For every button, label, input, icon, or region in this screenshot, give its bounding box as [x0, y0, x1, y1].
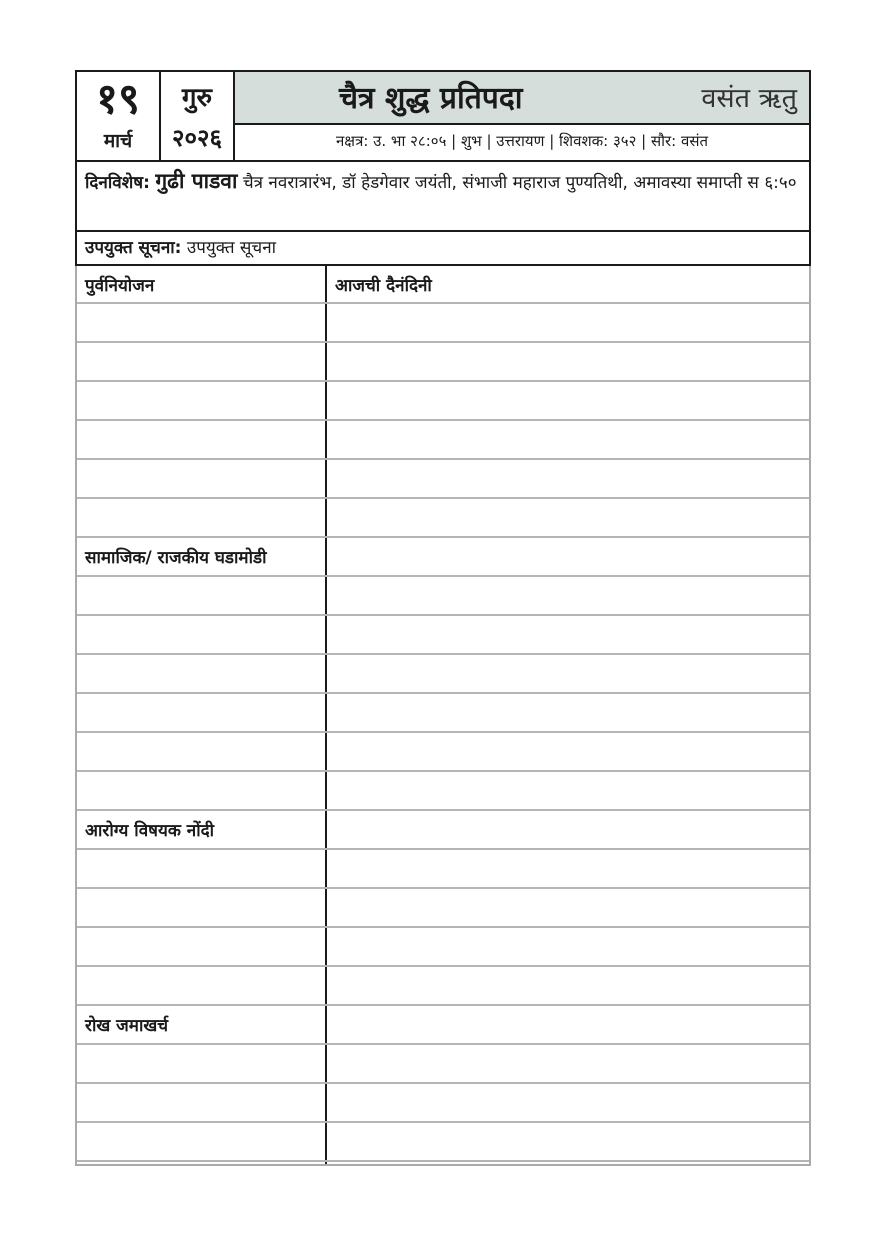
entry-row — [77, 382, 809, 421]
date-cell — [77, 72, 161, 160]
planning-cell[interactable] — [77, 967, 325, 1004]
year: २०२६ — [172, 124, 222, 152]
entry-row — [77, 850, 809, 889]
entry-row — [77, 1084, 809, 1123]
planning-cell[interactable] — [77, 1045, 325, 1082]
diary-cell[interactable] — [327, 1006, 809, 1043]
diary-cell[interactable] — [327, 928, 809, 965]
diary-cell[interactable] — [327, 382, 809, 419]
entry-row — [77, 304, 809, 343]
diary-cell[interactable] — [327, 616, 809, 653]
season-label: वसंत ऋतु — [701, 83, 797, 114]
diary-cell[interactable] — [327, 655, 809, 692]
weekday-cell — [161, 72, 235, 160]
planning-cell[interactable] — [77, 304, 325, 341]
entry-row — [77, 772, 809, 811]
section-label-cell — [77, 266, 325, 302]
entry-row — [77, 460, 809, 499]
diary-cell[interactable] — [327, 1084, 809, 1121]
panchang-line: नक्षत्र: उ. भा २८:०५ | शुभ | उत्तरायण | शिवशक: ३५२ | सौर: वसंत — [335, 132, 709, 150]
planning-cell[interactable] — [77, 850, 325, 887]
planning-cell[interactable] — [77, 421, 325, 458]
tithi-title: चैत्र शुद्ध प्रतिपदा — [339, 81, 523, 116]
planning-cell[interactable] — [77, 889, 325, 926]
special-day-details: चैत्र नवरात्रारंभ, डॉ हेडगेवार जयंती, संभाजी महाराज पुण्यतिथी, अमावस्या समाप्ती स ६:५० — [242, 173, 797, 193]
planning-cell[interactable] — [77, 382, 325, 419]
diary-cell[interactable] — [327, 967, 809, 1004]
notes-grid — [75, 266, 811, 1166]
diary-column-label: आजची दैनंदिनी — [335, 276, 432, 296]
planning-cell[interactable] — [77, 1084, 325, 1121]
section-label-cell — [77, 538, 325, 575]
diary-cell[interactable] — [327, 889, 809, 926]
entry-row — [77, 577, 809, 616]
entry-row — [77, 928, 809, 967]
planning-cell[interactable] — [77, 577, 325, 614]
section-label: आरोग्य विषयक नोंदी — [85, 821, 215, 841]
diary-cell[interactable] — [327, 811, 809, 848]
entry-row — [77, 694, 809, 733]
planning-cell[interactable] — [77, 772, 325, 809]
entry-row — [77, 889, 809, 928]
diary-cell[interactable] — [327, 850, 809, 887]
section-header-row — [77, 538, 809, 577]
diary-cell[interactable] — [327, 343, 809, 380]
diary-cell[interactable] — [327, 733, 809, 770]
date-header — [75, 70, 811, 162]
diary-cell[interactable] — [327, 538, 809, 575]
planning-cell[interactable] — [77, 928, 325, 965]
diary-cell[interactable] — [327, 499, 809, 536]
entry-row — [77, 967, 809, 1006]
title-band — [235, 72, 809, 125]
diary-cell[interactable] — [327, 694, 809, 731]
entry-row — [77, 1045, 809, 1084]
special-day-label: दिनविशेष: — [85, 173, 150, 193]
section-label: सामाजिक/ राजकीय घडामोडी — [85, 548, 267, 568]
diary-cell[interactable] — [327, 1123, 809, 1160]
planning-cell[interactable] — [77, 616, 325, 653]
entry-row — [77, 499, 809, 538]
planning-cell[interactable] — [77, 694, 325, 731]
entry-row — [77, 655, 809, 694]
weekday-name: गुरु — [181, 83, 213, 113]
section-header-row — [77, 1006, 809, 1045]
section-header-row — [77, 811, 809, 850]
section-label: पुर्वनियोजन — [85, 276, 155, 296]
title-cell — [235, 72, 809, 160]
diary-cell[interactable] — [327, 304, 809, 341]
month-name: मार्च — [103, 130, 133, 152]
entry-row — [77, 616, 809, 655]
useful-note-box — [75, 230, 811, 266]
section-label: रोख जमाखर्च — [85, 1016, 169, 1036]
planning-cell[interactable] — [77, 655, 325, 692]
section-label-cell — [77, 811, 325, 848]
diary-cell[interactable] — [327, 1045, 809, 1082]
useful-note-text: उपयुक्त सूचना — [186, 238, 277, 258]
special-day-box — [75, 160, 811, 232]
festival-name: गुढी पाडवा — [155, 169, 238, 193]
section-header-row — [77, 266, 809, 304]
planning-cell[interactable] — [77, 460, 325, 497]
entry-row — [77, 1123, 809, 1162]
planning-cell[interactable] — [77, 499, 325, 536]
section-label-cell — [77, 1006, 325, 1043]
entry-row — [77, 421, 809, 460]
useful-note-label: उपयुक्त सूचना: — [85, 238, 182, 258]
diary-cell[interactable] — [327, 577, 809, 614]
diary-cell[interactable] — [327, 772, 809, 809]
diary-cell[interactable] — [327, 266, 809, 302]
diary-cell[interactable] — [327, 421, 809, 458]
planning-cell[interactable] — [77, 1123, 325, 1160]
entry-row — [77, 343, 809, 382]
planning-cell[interactable] — [77, 733, 325, 770]
planner-page — [75, 70, 811, 1166]
diary-cell[interactable] — [327, 460, 809, 497]
planning-cell[interactable] — [77, 343, 325, 380]
day-number: १९ — [96, 74, 140, 123]
entry-row — [77, 733, 809, 772]
